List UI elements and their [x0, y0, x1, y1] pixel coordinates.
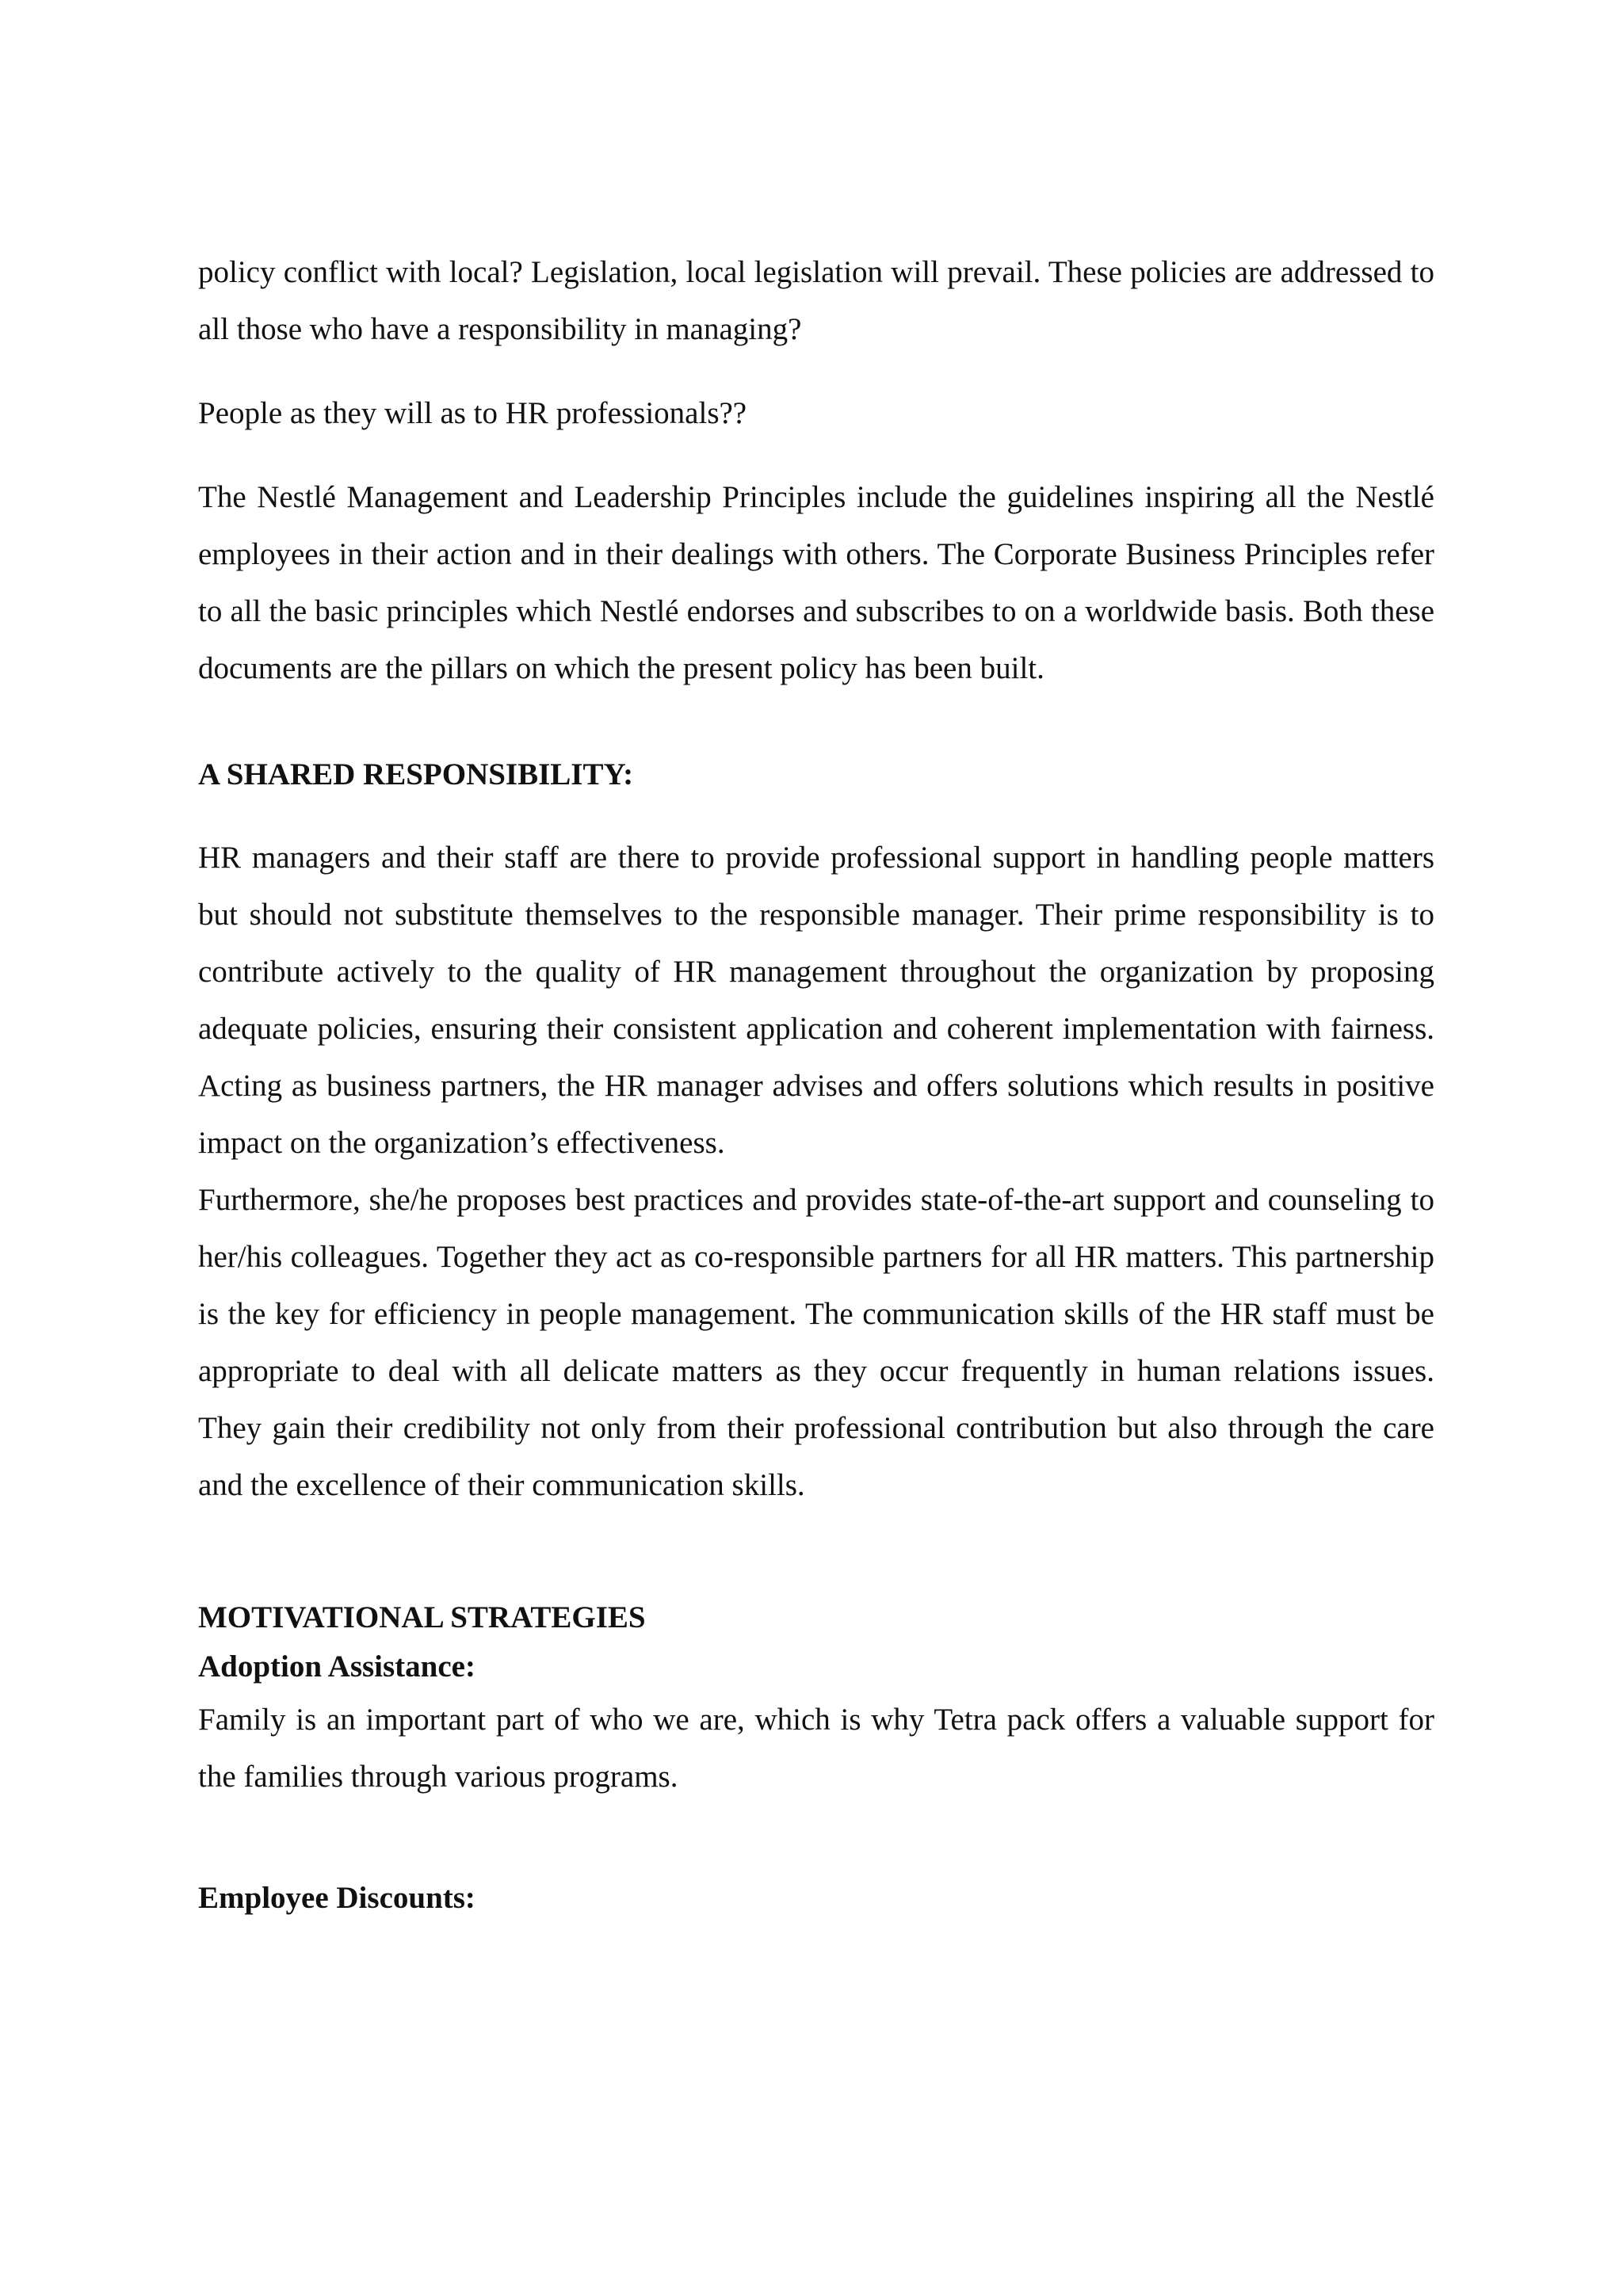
document-page	[198, 244, 1434, 1923]
paragraph-policy-conflict: policy conflict with local? Legislation, local legislation will prevail. These policies are addressed to all those who have a responsibility in managing?	[198, 255, 1434, 346]
heading-shared-responsibility: A SHARED RESPONSIBILITY:	[198, 757, 634, 791]
paragraph-hr-professionals: People as they will as to HR professionals??	[198, 396, 747, 430]
paragraph-hr-managers: HR managers and their staff are there to provide professional support in handling people matters but should not substitute themselves to the responsible manager. Their prime responsibility is to contribute actively to the quality of HR management throughout the organization by proposing adequate policies, ensuring their consistent application and coherent implementation with fairness. Acting as business partners, the HR manager advises and offers solutions which results in positive impact on the organization’s effectiveness.	[198, 841, 1434, 1160]
heading-employee-discounts: Employee Discounts:	[198, 1881, 475, 1915]
heading-adoption-assistance: Adoption Assistance:	[198, 1650, 475, 1684]
paragraph-best-practices: Furthermore, she/he proposes best practices and provides state-of-the-art support and counseling to her/his colleagues. Together they act as co-responsible partners for all HR matters. This partnership is the key for efficiency in people management. The communication skills of the HR staff must be appropriate to deal with all delicate matters as they occur frequently in human relations issues. They gain their credibility not only from their professional contribution but also through the care and the excellence of their communication skills.	[198, 1183, 1434, 1502]
paragraph-family-support: Family is an important part of who we are, which is why Tetra pack offers a valuable support for the families through various programs.	[198, 1703, 1434, 1794]
heading-motivational-strategies: MOTIVATIONAL STRATEGIES	[198, 1600, 646, 1634]
paragraph-leadership-principles: The Nestlé Management and Leadership Principles include the guidelines inspiring all the Nestlé employees in their action and in their dealings with others. The Corporate Business Principles refer to all the basic principles which Nestlé endorses and subscribes to on a worldwide basis. Both these documents are the pillars on which the present policy has been built.	[198, 480, 1434, 685]
